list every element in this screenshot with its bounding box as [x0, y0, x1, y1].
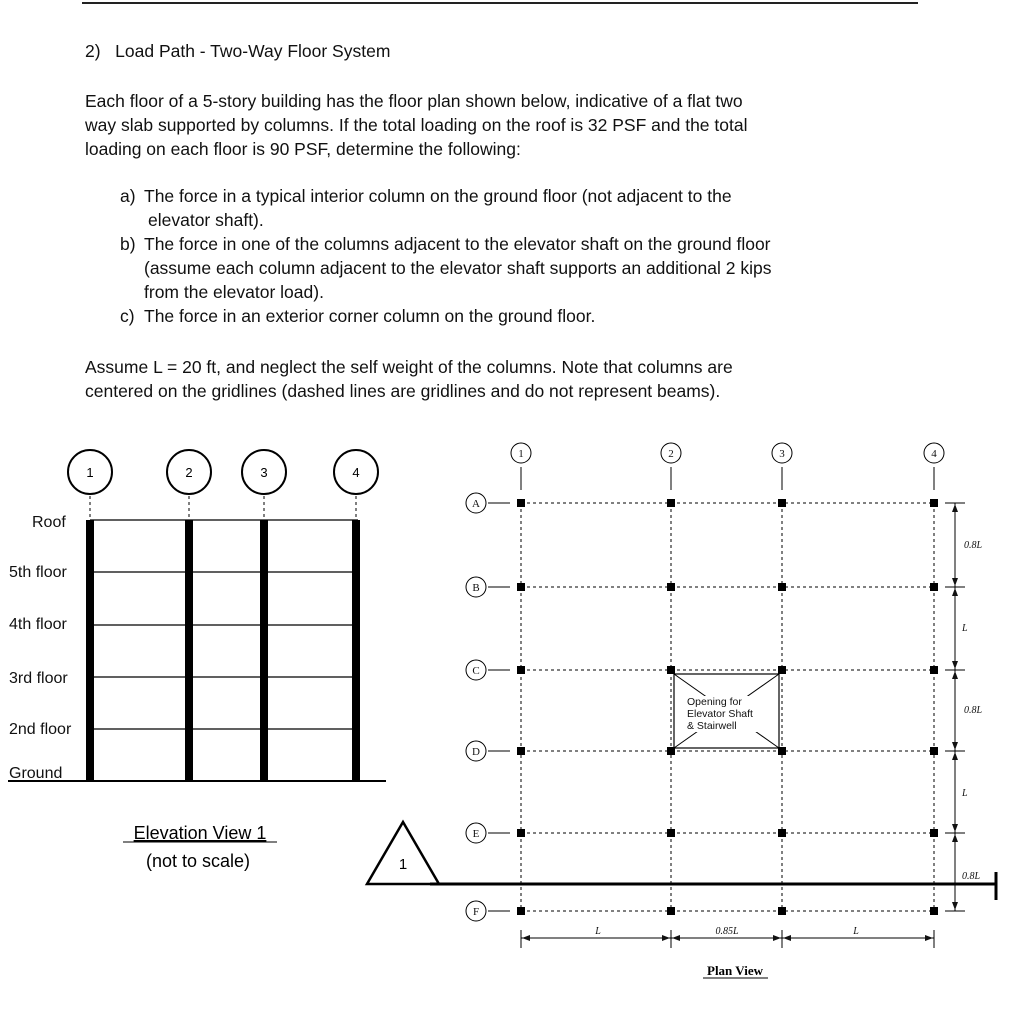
elevation-floor-lines	[90, 520, 358, 729]
intro-line: Each floor of a 5-story building has the floor plan shown below, indicative of a flat two	[85, 91, 743, 111]
elevation-column	[185, 520, 193, 781]
elevation-grid-bubble-4	[334, 450, 378, 494]
part-line: The force in one of the columns adjacent to the elevator shaft on the ground floor	[144, 234, 771, 254]
row-bubble-label: D	[472, 746, 480, 758]
plan-row-bubble-c	[466, 660, 510, 680]
plan-row-bubble-b	[466, 577, 510, 597]
elevation-gridline-stubs	[90, 496, 356, 520]
elevation-columns	[86, 520, 360, 781]
floor-label-3rd: 3rd floor	[9, 670, 68, 687]
dim-bottom-1: L	[595, 926, 601, 937]
opening-label-line: Opening for	[687, 696, 742, 708]
plan-title: Plan View	[707, 963, 763, 978]
plan-row-bubble-f	[466, 901, 510, 921]
plan-column-bubble-2	[661, 443, 681, 490]
plan-view	[430, 443, 996, 978]
elevation-grid-bubble-2	[167, 450, 211, 494]
elevation-grid-bubble-3	[242, 450, 286, 494]
elevation-subcaption: (not to scale)	[145, 851, 251, 871]
part-line: from the elevator load).	[144, 282, 324, 302]
row-bubble-label: C	[472, 665, 480, 677]
floor-label-ground: Ground	[9, 765, 63, 782]
plan-column-bubble-1	[511, 443, 531, 490]
section-marker-label: 1	[398, 856, 408, 873]
intro-line: way slab supported by columns. If the total loading on the roof is 32 PSF and the total	[85, 115, 748, 135]
right-dimensions	[945, 503, 965, 911]
elevation-view	[8, 450, 439, 884]
part-line: The force in a typical interior column on the ground floor (not adjacent to the	[144, 186, 732, 206]
grid-bubble-label: 1	[86, 465, 94, 480]
elevation-caption: Elevation View 1	[133, 823, 267, 843]
column-bubble-label: 2	[668, 448, 674, 460]
floor-label-5th: 5th floor	[9, 564, 67, 581]
elevation-column	[352, 520, 360, 781]
elevator-opening	[674, 674, 779, 748]
plan-column-bubble-3	[772, 443, 792, 490]
grid-bubble-label: 3	[260, 465, 268, 480]
plan-column-bubble-4	[924, 443, 944, 490]
floor-label-roof: Roof	[32, 514, 66, 531]
plan-row-bubble-d	[466, 741, 510, 761]
question-title-text: Load Path - Two-Way Floor System	[115, 41, 391, 61]
part-label: b)	[120, 234, 136, 254]
row-bubble-label: A	[472, 498, 480, 510]
intro-line: loading on each floor is 90 PSF, determine the following:	[85, 139, 521, 159]
section-marker	[367, 822, 439, 884]
elevation-grid-bubble-1	[68, 450, 112, 494]
elevation-column	[260, 520, 268, 781]
dim-right-1: 0.8L	[964, 540, 983, 551]
dim-bottom-3: L	[853, 926, 859, 937]
grid-bubble-label: 4	[352, 465, 360, 480]
opening-label-line: Elevator Shaft	[687, 708, 753, 720]
opening-label-line: & Stairwell	[687, 720, 737, 732]
row-bubble-label: F	[472, 906, 480, 918]
assume-line: Assume L = 20 ft, and neglect the self weight of the columns. Note that columns are	[85, 357, 733, 377]
part-label: a)	[120, 186, 136, 206]
dim-right-2: L	[962, 623, 968, 634]
part-line: (assume each column adjacent to the elevator shaft supports an additional 2 kips	[144, 258, 772, 278]
part-line: elevator shaft).	[148, 210, 264, 230]
plan-row-bubble-a	[466, 493, 510, 513]
part-line: The force in an exterior corner column on the ground floor.	[144, 306, 596, 326]
grid-bubble-label: 2	[185, 465, 193, 480]
dim-bottom-2: 0.85L	[715, 926, 739, 937]
column-bubble-label: 1	[518, 448, 524, 460]
part-label: c)	[120, 306, 135, 326]
elevation-column	[86, 520, 94, 781]
floor-label-2nd: 2nd floor	[9, 721, 72, 738]
row-bubble-label: B	[472, 582, 480, 594]
assume-line: centered on the gridlines (dashed lines are gridlines and do not represent beams).	[85, 381, 721, 401]
question-number: 2)	[85, 41, 101, 61]
dim-right-3: 0.8L	[964, 705, 983, 716]
plan-row-bubble-e	[466, 823, 510, 843]
column-bubble-label: 4	[931, 448, 937, 460]
row-bubble-label: E	[472, 828, 480, 840]
dim-right-5: 0.8L	[962, 871, 981, 882]
floor-label-4th: 4th floor	[9, 616, 67, 633]
column-bubble-label: 3	[779, 448, 785, 460]
dim-right-4: L	[962, 788, 968, 799]
